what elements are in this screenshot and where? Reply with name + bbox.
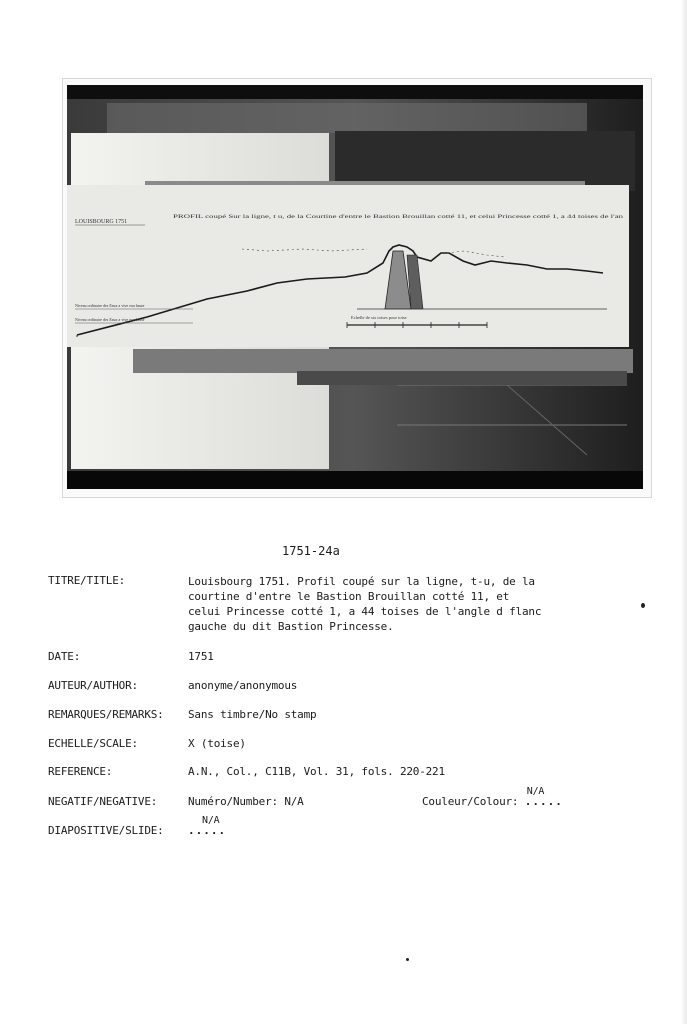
title-line-4: gauche du dit Bastion Princesse.: [188, 620, 394, 633]
remarks-label: REMARQUES/REMARKS:: [48, 708, 164, 721]
slide-dots: .....: [188, 824, 227, 837]
colour-value: N/A: [526, 786, 545, 797]
colour-label: Couleur/Colour:: [422, 795, 519, 808]
colour-dots: .....: [524, 795, 563, 808]
reference-value: A.N., Col., C11B, Vol. 31, fols. 220-221: [188, 765, 445, 778]
slide-value: N/A: [202, 815, 220, 826]
title-value: [188, 574, 608, 634]
date-label: DATE:: [48, 650, 81, 663]
map-scale-text: Echelle de six toises pour toise: [351, 315, 407, 320]
map-water-label-2: Niveau ordinaire des Eaux a vive eau basse: [75, 317, 145, 322]
title-line-2: courtine d'entre le Bastion Brouillan cotté 11, et: [188, 590, 510, 603]
remarks-value: Sans timbre/No stamp: [188, 708, 317, 721]
reference-label: REFERENCE:: [48, 765, 113, 778]
author-label: AUTEUR/AUTHOR:: [48, 679, 138, 692]
map-water-label-1: Niveau ordinaire des Eaux a vive eau haute: [75, 303, 145, 308]
map-title-text: LOUISBOURG 1751: [75, 219, 128, 225]
scale-label: ECHELLE/SCALE:: [48, 737, 138, 750]
date-value: 1751: [188, 650, 214, 663]
title-label: TITRE/TITLE:: [48, 574, 126, 587]
paper-speck: [641, 603, 645, 608]
paper-speck: [406, 958, 409, 961]
slide-label: DIAPOSITIVE/SLIDE:: [48, 824, 164, 837]
colour-field: [422, 786, 563, 808]
title-line-1: Louisbourg 1751. Profil coupé sur la ligne, t-u, de la: [188, 575, 535, 588]
document-number: 1751-24a: [282, 544, 340, 558]
author-value: anonyme/anonymous: [188, 679, 298, 692]
title-line-3: celui Princesse cotté 1, a 44 toises de l'angle d flanc: [188, 605, 542, 618]
map-strip: [67, 185, 629, 347]
archival-photograph: [67, 85, 643, 489]
photo-frame: [62, 78, 652, 498]
negative-label: NEGATIF/NEGATIVE:: [48, 795, 158, 808]
slide-field: [188, 815, 227, 837]
negative-value: Numéro/Number: N/A: [188, 795, 304, 808]
scale-value: X (toise): [188, 737, 246, 750]
map-profile-text: PROFIL coupé Sur la ligne, t u, de la Courtine d'entre le Bastion Brouillan cotté 11, et celui Princesse cotté 1, a 44 toises de l'an: [173, 214, 624, 220]
page-edge: [681, 0, 687, 1024]
photo-svg: [67, 85, 643, 489]
